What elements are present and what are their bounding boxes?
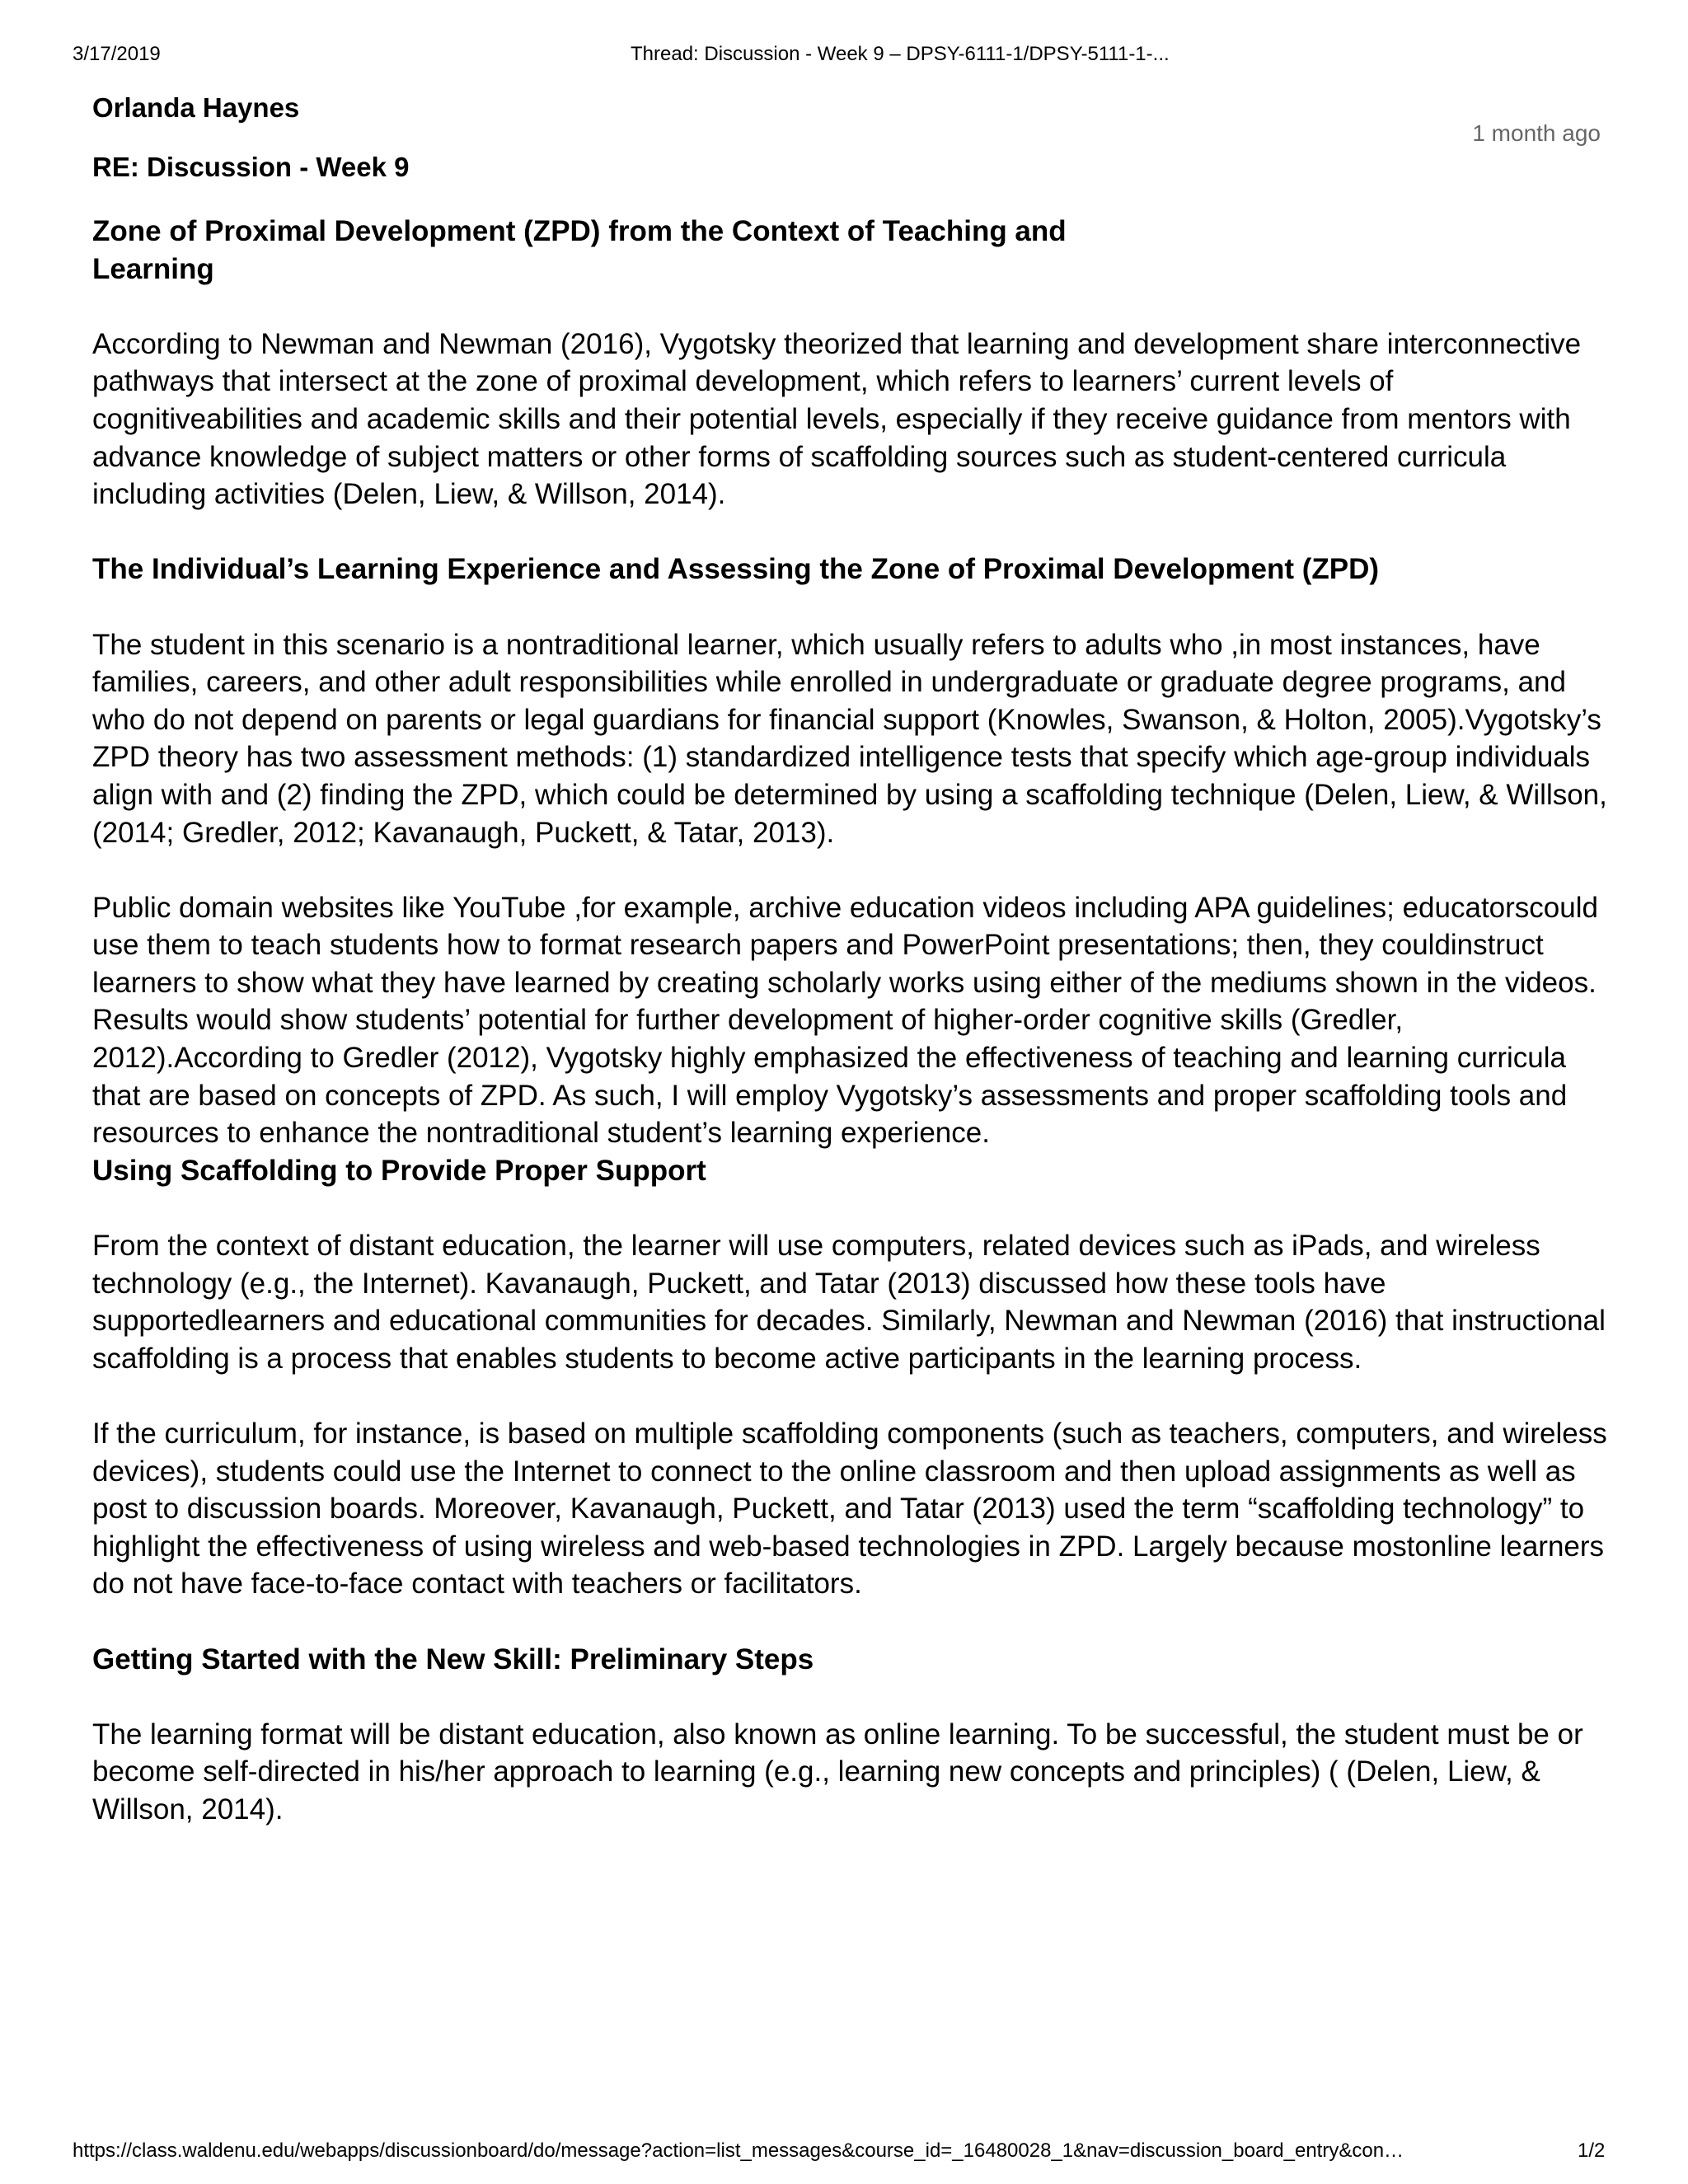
paragraph-gap <box>92 1678 1609 1716</box>
post-body <box>92 213 1609 1829</box>
paragraph-gap <box>92 588 1609 626</box>
paragraph: The learning format will be distant education, also known as online learning. To be successful, the student must be or become self-directed in his/her approach to learning (e.g., learning new concepts and principles) ( (Delen, Liew, & Willson, 2014). <box>92 1718 1583 1825</box>
page-number: 1/2 <box>1578 2139 1606 2162</box>
print-header <box>0 0 1688 91</box>
paragraph-gap <box>92 1603 1609 1641</box>
print-page-title: Thread: Discussion - Week 9 – DPSY-6111-1/DPSY-5111-1-... <box>631 43 1170 65</box>
paragraph: The student in this scenario is a nontraditional learner, which usually refers to adults who ,in most instances, have families, careers, and other adult responsibilities while enrolled in undergraduate or graduate degree programs, and who do not depend on parents or legal guardians for financial support (Knowles, Swanson, & Holton, 2005).Vygotsky’s ZPD theory has two assessment methods: (1) standardized intelligence tests that specify which age-group individuals align with and (2) finding the ZPD, which could be determined by using a scaffolding technique (Delen, Liew, & Willson, (2014; Gredler, 2012; Kavanaugh, Puckett, & Tatar, 2013). <box>92 628 1607 849</box>
author-name[interactable]: Orlanda Haynes <box>92 92 300 123</box>
paragraph: From the context of distant education, the learner will use computers, related devices such as iPads, and wireless technology (e.g., the Internet). Kavanaugh, Puckett, and Tatar (2013) discussed how these tools have supportedlearners and educational communities for decades. Similarly, Newman and Newman (2016) that instructional scaffolding is a process that enables students to become active participants in the learning process. <box>92 1230 1606 1375</box>
paragraph-gap <box>92 1377 1609 1415</box>
section-heading: Using Scaffolding to Provide Proper Support <box>92 1154 706 1187</box>
paragraph: Public domain websites like YouTube ,for example, archive education videos including APA guidelines; educatorscould use them to teach students how to format research papers and PowerPoint presentations; then, they couldinstruct learners to show what they have learned by creating scholarly works using either of the mediums shown in the videos. Results would show students’ potential for further development of higher-order cognitive skills (Gredler, 2012).According to Gredler (2012), Vygotsky highly emphasized the effectiveness of teaching and learning curricula that are based on concepts of ZPD. As such, I will employ Vygotsky’s assessments and proper scaffolding tools and resources to enhance the nontraditional student’s learning experience. <box>92 891 1598 1150</box>
paragraph-gap <box>92 513 1609 551</box>
paragraph: If the curriculum, for instance, is based on multiple scaffolding components (such as teachers, computers, and wireless devices), students could use the Internet to connect to the online classroom and then upload assignments as well as post to discussion boards. Moreover, Kavanaugh, Puckett, and Tatar (2013) used the term “scaffolding technology” to highlight the effectiveness of using wireless and web-based technologies in ZPD. Largely because mostonline learners do not have face-to-face contact with teachers or facilitators. <box>92 1418 1607 1601</box>
section-heading: Zone of Proximal Development (ZPD) from the Context of Teaching and Learning <box>92 215 1067 285</box>
print-date: 3/17/2019 <box>73 43 161 65</box>
paragraph-gap <box>92 851 1609 889</box>
post-subject: RE: Discussion - Week 9 <box>92 152 410 182</box>
page-url[interactable]: https://class.waldenu.edu/webapps/discussionboard/do/message?action=list_messages&course_id=_16480028_1&nav=discussion_board_entry&con… <box>73 2139 1404 2162</box>
paragraph-gap <box>92 288 1609 326</box>
section-heading: Getting Started with the New Skill: Preliminary Steps <box>92 1643 814 1675</box>
paragraph-gap <box>92 1189 1609 1227</box>
paragraph: According to Newman and Newman (2016), Vygotsky theorized that learning and development share interconnective pathways that intersect at the zone of proximal development, which refers to learners’ current levels of cognitiveabilities and academic skills and their potential levels, especially if they receive guidance from mentors with advance knowledge of subject matters or other forms of scaffolding sources such as student-centered curricula including activities (Delen, Liew, & Willson, 2014). <box>92 327 1582 511</box>
post-timestamp: 1 month ago <box>1472 120 1601 146</box>
section-heading: The Individual’s Learning Experience and Assessing the Zone of Proximal Development (ZPD) <box>92 553 1380 586</box>
